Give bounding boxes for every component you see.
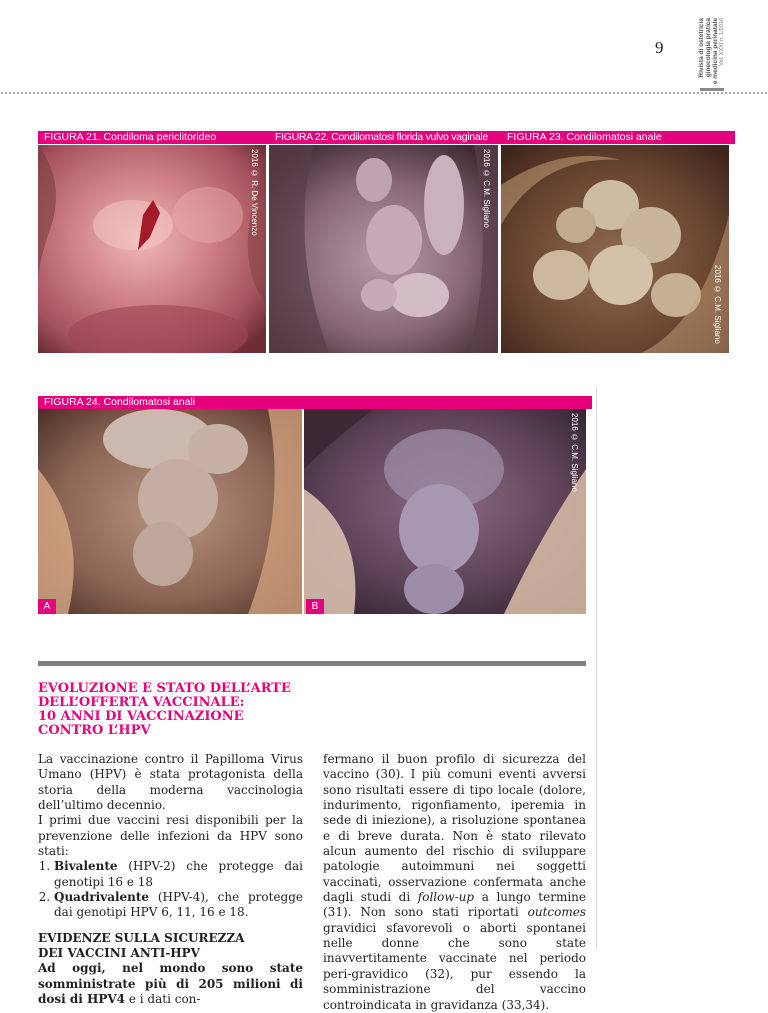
journal-name-line2: ginecologia pratica [705,18,712,78]
list-item-bold: Quadrivalente [54,890,150,905]
text-run: gravidici sfavorevoli o aborti spontanei nelle donne che sono state inavvertitamente vaccinate nel periodo peri-gravidico (32), pur essendo la somministrazione del vaccino controindicata in gravidanza (33,34). [323,920,586,1012]
figure-23-credit: 2016 © C.M. Sigliano [713,265,722,344]
paragraph-safety-continued [323,752,586,1013]
section-title [38,682,338,738]
journal-side-label [690,18,730,88]
figure-24-caption: FIGURA 24. Condilomatosi anali [38,396,592,409]
dotted-divider [0,92,768,94]
figure-23-caption: FIGURA 23. Condilomatosi anale [501,131,735,144]
left-column [38,752,303,1008]
figure-22-photo [269,145,498,353]
side-bar [700,88,724,91]
paragraph-safety-bold: Ad oggi, nel mondo sono state somministrate più di 205 milioni di dosi di HPV4 [38,961,303,1007]
journal-issue: Vol. XXXI n. 1/2016 [719,18,725,66]
text-run: fermano il buon profilo di sicurezza del vaccino (30). I più comuni eventi avversi sono risultati essere di tipo locale (dolore, indurimento, rigonfiamento, iperemia in sede di iniezione), a risoluzione spontanea e di breve durata. Non è stato rilevato alcun aumento del rischio di sviluppare patologie autoimmuni nei soggetti vaccinati, osservazione confermata anche dagli studi di [323,752,586,905]
italic-term-follow-up: follow-up [417,890,475,905]
subheading-line2: DEI VACCINI ANTI-HPV [38,946,200,961]
journal-name-line3: e medicina perinatale [712,18,719,85]
section-title-line3: 10 ANNI DI VACCINAZIONE [38,709,244,724]
panel-label-b: B [306,599,324,614]
list-item [54,859,303,890]
list-item-text: (HPV-2) che protegge dai genotipi 16 e 18 [54,859,303,889]
figure-21-photo [38,145,266,353]
figure-21-caption: FIGURA 21. Condiloma periclitorideo [38,131,272,144]
figure-22-caption: FIGURA 22. Condilomatosi florida vulvo vaginale [269,131,504,144]
list-item-text: (HPV-4), che protegge dai genotipi HPV 6, 11, 16 e 18. [54,890,303,920]
italic-term-outcomes: outcomes [527,905,586,920]
figure-22-credit: 2016 © C.M. Sigliano [482,149,491,228]
right-column [323,752,586,1013]
section-title-line1: EVOLUZIONE E STATO DELL’ARTE [38,681,291,696]
column-guide-line [596,388,597,948]
section-title-line2: DELL’OFFERTA VACCINALE: [38,695,245,710]
journal-name-line1: Rivista di ostetricia [698,18,705,78]
page-number: 9 [655,38,664,57]
paragraph-safety-text: e i dati con- [125,992,201,1007]
list-item [54,890,303,921]
paragraph-vaccines: I primi due vaccini resi disponibili per la prevenzione delle infezioni da HPV sono stati: [38,813,303,859]
figure-21-credit: 2016 © R. De Vincenzo [250,149,259,236]
paragraph-intro: La vaccinazione contro il Papilloma Virus Umano (HPV) è stata protagonista della storia della moderna vaccinologia dell’ultimo decennio. [38,752,303,813]
vaccine-list [38,859,303,920]
text-run: a lungo termine (31). Non sono stati riportati [323,890,586,920]
figure-23-photo [501,145,729,353]
panel-label-a: A [38,599,56,614]
paragraph-safety [38,961,303,1007]
figure-24a-photo [38,409,302,614]
section-rule [38,661,586,666]
subheading-line1: EVIDENZE SULLA SICUREZZA [38,930,245,945]
section-title-line4: CONTRO L’HPV [38,723,151,738]
figure-24b-photo [304,409,586,614]
subheading-safety [38,931,303,962]
list-item-bold: Bivalente [54,859,118,874]
figure-24-credit: 2016 © C.M. Sigliano [570,413,579,492]
